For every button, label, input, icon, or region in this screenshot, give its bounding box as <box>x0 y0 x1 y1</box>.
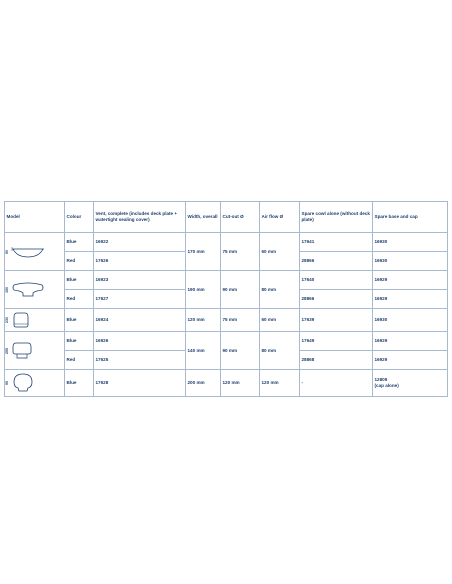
width-cell: 120 mm <box>186 309 221 332</box>
table-row <box>5 332 448 351</box>
table-row <box>5 309 448 332</box>
spare-base-number: 12809 <box>374 377 388 383</box>
cutout-cell: 90 mm <box>221 271 260 309</box>
colour-cell: Blue <box>65 370 94 397</box>
header-model: Model <box>5 202 65 233</box>
spare-base-number: 16929 <box>373 332 448 351</box>
width-cell: 190 mm <box>186 271 221 309</box>
table-row <box>5 271 448 290</box>
airflow-cell: 80 mm <box>260 332 300 370</box>
spare-cowl-number: - <box>300 370 373 397</box>
wide-cowl-icon <box>11 282 45 298</box>
vent-number: 16922 <box>94 233 186 252</box>
cutout-cell: 120 mm <box>221 370 260 397</box>
colour-cell: Blue <box>65 309 94 332</box>
vent-number: 17626 <box>94 252 186 271</box>
airflow-cell: 60 mm <box>260 309 300 332</box>
cutout-cell: 75 mm <box>221 233 260 271</box>
vent-number: 16926 <box>94 332 186 351</box>
colour-cell: Red <box>65 351 94 370</box>
width-cell: 200 mm <box>186 370 221 397</box>
spare-cowl-number: 17641 <box>300 233 373 252</box>
spare-cowl-number: 28866 <box>300 252 373 271</box>
spare-base-number: 16930 <box>373 252 448 271</box>
colour-cell: Red <box>65 252 94 271</box>
round-cowl-icon <box>11 372 35 394</box>
airflow-cell: 80 mm <box>260 271 300 309</box>
colour-cell: Red <box>65 290 94 309</box>
spare-base-number: 16930 <box>373 233 448 252</box>
vent-number: 17627 <box>94 290 186 309</box>
header-colour: Colour <box>65 202 94 233</box>
header-spare-cowl: Spare cowl alone (without deck plate) <box>300 202 373 233</box>
header-vent-complete: Vent, complete (includes deck plate + watertight sealing cover) <box>94 202 186 233</box>
table-row <box>5 233 448 252</box>
model-dimension: 230 <box>5 317 9 323</box>
spare-cowl-number: 17639 <box>300 309 373 332</box>
vent-spec-table <box>4 201 448 397</box>
mushroom-cowl-icon <box>11 341 33 361</box>
airflow-cell: 60 mm <box>260 233 300 271</box>
model-dimension: 150 <box>5 286 9 293</box>
header-row <box>5 202 448 233</box>
colour-cell: Blue <box>65 233 94 252</box>
cutout-cell: 90 mm <box>221 332 260 370</box>
width-cell: 170 mm <box>186 233 221 271</box>
model-dimension: 95 <box>5 381 9 385</box>
header-airflow: Air flow Ø <box>260 202 300 233</box>
spare-cowl-number: 17640 <box>300 271 373 290</box>
colour-cell: Blue <box>65 332 94 351</box>
header-width: Width, overall <box>186 202 221 233</box>
spare-base-number: 16929 <box>373 351 448 370</box>
spare-base-cell <box>373 370 448 397</box>
low-profile-cowl-icon <box>11 245 45 259</box>
airflow-cell: 120 mm <box>260 370 300 397</box>
vent-number: 16923 <box>94 271 186 290</box>
vent-number: 16924 <box>94 309 186 332</box>
spare-cowl-number: 17649 <box>300 332 373 351</box>
colour-cell: Blue <box>65 271 94 290</box>
spare-base-number: 16929 <box>373 290 448 309</box>
header-spare-base: Spare base and cap <box>373 202 448 233</box>
table-row <box>5 370 448 397</box>
header-cutout: Cut-out Ø <box>221 202 260 233</box>
model-cell <box>5 233 65 271</box>
spare-base-number: 16929 <box>373 271 448 290</box>
model-cell <box>5 309 65 332</box>
spare-cowl-number: 28866 <box>300 290 373 309</box>
model-cell <box>5 370 65 397</box>
width-cell: 140 mm <box>186 332 221 370</box>
spare-base-number: 16930 <box>373 309 448 332</box>
model-dimension: 90 <box>5 249 9 254</box>
spare-base-note: (cap alone) <box>374 383 399 388</box>
vent-number: 17625 <box>94 351 186 370</box>
model-cell <box>5 332 65 370</box>
vent-number: 17628 <box>94 370 186 397</box>
model-dimension: 255 <box>5 347 9 354</box>
tall-cowl-icon <box>11 311 31 329</box>
spare-cowl-number: 28868 <box>300 351 373 370</box>
model-cell <box>5 271 65 309</box>
cutout-cell: 75 mm <box>221 309 260 332</box>
